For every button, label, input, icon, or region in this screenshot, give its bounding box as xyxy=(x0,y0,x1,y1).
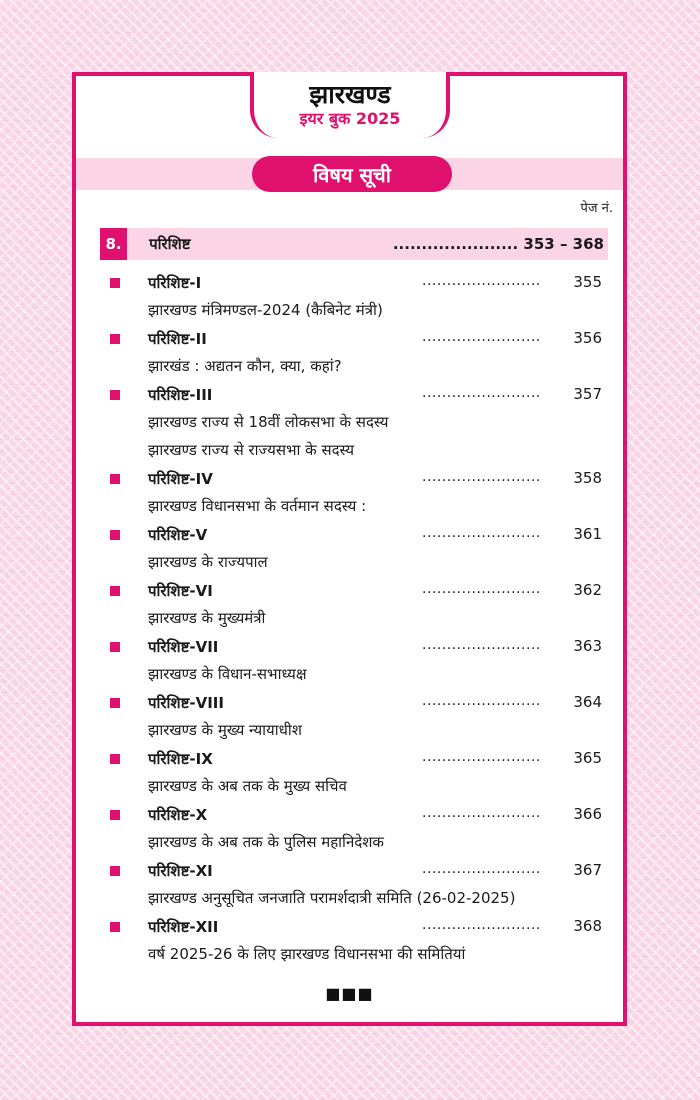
square-bullet-icon xyxy=(110,530,120,540)
toc-item-page: 358 xyxy=(573,469,602,487)
square-bullet-icon xyxy=(110,278,120,288)
toc-item-page: 365 xyxy=(573,749,602,767)
toc-item[interactable] xyxy=(102,804,606,856)
toc-item-label: परिशिष्ट-X xyxy=(148,806,208,824)
toc-item[interactable] xyxy=(102,468,606,520)
end-marks: ■■■ xyxy=(325,984,374,1003)
page-number-label: पेज नं. xyxy=(580,201,613,216)
toc-item-label: परिशिष्ट-IV xyxy=(148,470,213,488)
toc-item-label: परिशिष्ट-XII xyxy=(148,918,219,936)
toc-item-header xyxy=(102,916,606,940)
toc-item-label: परिशिष्ट-I xyxy=(148,274,202,292)
square-bullet-icon xyxy=(110,586,120,596)
toc-item[interactable] xyxy=(102,272,606,324)
toc-item-label: परिशिष्ट-VII xyxy=(148,638,219,656)
dot-leader: ........................ xyxy=(422,637,541,653)
toc-list xyxy=(102,272,606,972)
section-title: परिशिष्ट xyxy=(149,235,191,253)
toc-item-header xyxy=(102,636,606,660)
dot-leader: ........................ xyxy=(422,385,541,401)
section-number: 8. xyxy=(100,228,127,260)
toc-item-label: परिशिष्ट-V xyxy=(148,526,208,544)
dot-leader: ........................ xyxy=(422,273,541,289)
toc-item[interactable] xyxy=(102,384,606,464)
dot-leader: ........................ xyxy=(422,917,541,933)
toc-item[interactable] xyxy=(102,916,606,968)
dot-leader: ........................ xyxy=(422,329,541,345)
toc-item-label: परिशिष्ट-II xyxy=(148,330,207,348)
toc-item-header xyxy=(102,860,606,884)
publication-title: झारखण्ड xyxy=(309,80,391,109)
square-bullet-icon xyxy=(110,866,120,876)
header-tab xyxy=(250,72,450,138)
toc-item[interactable] xyxy=(102,524,606,576)
toc-item-label: परिशिष्ट-IX xyxy=(148,750,213,768)
toc-item-description: वर्ष 2025-26 के लिए झारखण्ड विधानसभा की समितियां xyxy=(148,945,466,963)
square-bullet-icon xyxy=(110,922,120,932)
square-bullet-icon xyxy=(110,810,120,820)
dot-leader: ........................ xyxy=(422,693,541,709)
toc-item-page: 364 xyxy=(573,693,602,711)
toc-item-description: झारखण्ड के मुख्य न्यायाधीश xyxy=(148,721,302,739)
toc-item-label: परिशिष्ट-XI xyxy=(148,862,213,880)
toc-item-label: परिशिष्ट-III xyxy=(148,386,213,404)
dot-leader: ........................ xyxy=(422,749,541,765)
dot-leader: ........................ xyxy=(422,469,541,485)
toc-item-page: 355 xyxy=(573,273,602,291)
toc-item-description: झारखण्ड के राज्यपाल xyxy=(148,553,268,571)
toc-item-description: झारखण्ड राज्य से राज्यसभा के सदस्य xyxy=(148,441,355,459)
square-bullet-icon xyxy=(110,754,120,764)
toc-item-header xyxy=(102,804,606,828)
dot-leader: ........................ xyxy=(422,861,541,877)
toc-item-description: झारखण्ड के अब तक के पुलिस महानिदेशक xyxy=(148,833,384,851)
toc-item-description: झारखण्ड राज्य से 18वीं लोकसभा के सदस्य xyxy=(148,413,389,431)
toc-item-header xyxy=(102,692,606,716)
section-page-range: ...................... 353 – 368 xyxy=(392,235,604,253)
toc-item[interactable] xyxy=(102,636,606,688)
toc-item-header xyxy=(102,328,606,352)
toc-item-page: 368 xyxy=(573,917,602,935)
dot-leader: ........................ xyxy=(422,581,541,597)
section-row[interactable] xyxy=(100,228,608,260)
dot-leader: ........................ xyxy=(422,525,541,541)
publication-subtitle: इयर बुक 2025 xyxy=(299,109,401,128)
toc-item-page: 367 xyxy=(573,861,602,879)
square-bullet-icon xyxy=(110,390,120,400)
toc-item-description: झारखण्ड के मुख्यमंत्री xyxy=(148,609,266,627)
square-bullet-icon xyxy=(110,698,120,708)
toc-item[interactable] xyxy=(102,748,606,800)
square-bullet-icon xyxy=(110,474,120,484)
toc-item-page: 361 xyxy=(573,525,602,543)
toc-item-label: परिशिष्ट-VI xyxy=(148,582,213,600)
toc-item-header xyxy=(102,272,606,296)
toc-item-description: झारखण्ड के अब तक के मुख्य सचिव xyxy=(148,777,347,795)
toc-item[interactable] xyxy=(102,580,606,632)
dot-leader: ........................ xyxy=(422,805,541,821)
toc-item-header xyxy=(102,748,606,772)
toc-panel xyxy=(72,72,627,1026)
toc-item-header xyxy=(102,580,606,604)
toc-item-description: झारखण्ड विधानसभा के वर्तमान सदस्य : xyxy=(148,497,367,515)
toc-item[interactable] xyxy=(102,328,606,380)
toc-item-header xyxy=(102,524,606,548)
square-bullet-icon xyxy=(110,334,120,344)
toc-heading: विषय सूची xyxy=(252,156,452,192)
toc-item-page: 363 xyxy=(573,637,602,655)
toc-item-description: झारखंड : अद्यतन कौन, क्या, कहां? xyxy=(148,357,342,375)
toc-item-label: परिशिष्ट-VIII xyxy=(148,694,224,712)
square-bullet-icon xyxy=(110,642,120,652)
toc-item[interactable] xyxy=(102,860,606,912)
toc-item-description: झारखण्ड के विधान-सभाध्यक्ष xyxy=(148,665,307,683)
toc-item-page: 362 xyxy=(573,581,602,599)
toc-item-description: झारखण्ड मंत्रिमण्डल-2024 (कैबिनेट मंत्री) xyxy=(148,301,383,319)
toc-item-page: 366 xyxy=(573,805,602,823)
toc-item[interactable] xyxy=(102,692,606,744)
toc-item-header xyxy=(102,468,606,492)
toc-item-description: झारखण्ड अनुसूचित जनजाति परामर्शदात्री समिति (26-02-2025) xyxy=(148,889,516,907)
toc-item-page: 357 xyxy=(573,385,602,403)
toc-item-page: 356 xyxy=(573,329,602,347)
toc-item-header xyxy=(102,384,606,408)
